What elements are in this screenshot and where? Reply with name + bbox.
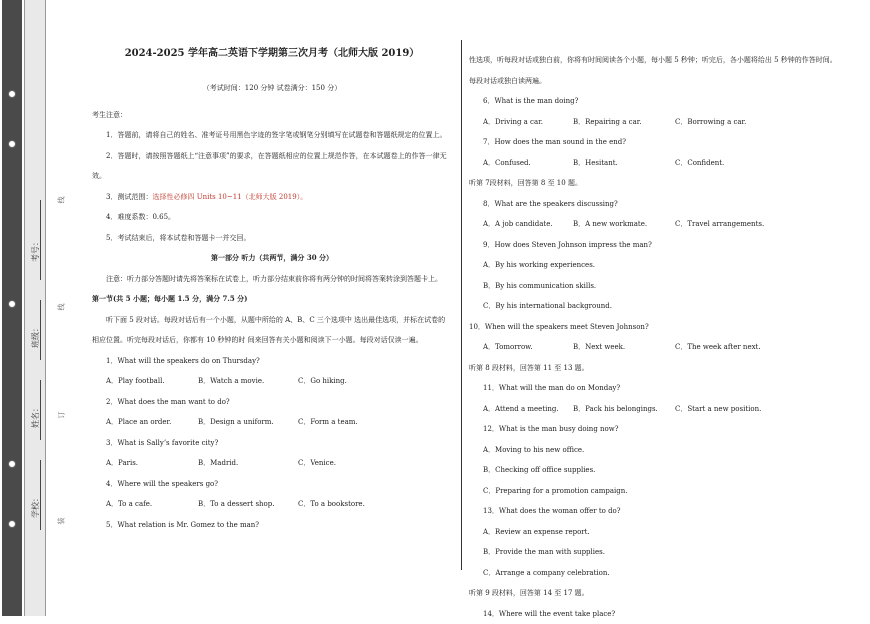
binding-bar-light: [24, 0, 46, 616]
exam-info: （考试时间：120 分钟 试卷满分：150 分）: [92, 78, 452, 99]
notice-heading: 考生注意：: [92, 105, 452, 126]
option: A．Confused.: [483, 153, 573, 174]
question: 11．What will the man do on Monday?: [469, 378, 839, 399]
option: B．Provide the man with supplies.: [469, 542, 839, 563]
question-options: [469, 112, 839, 133]
option: C．By his international background.: [469, 296, 839, 317]
section-heading: 第一节(共 5 小题；每小题 1.5 分，满分 7.5 分): [92, 289, 452, 310]
option: C．Borrowing a car.: [675, 112, 746, 133]
option: C．Travel arrangements.: [675, 214, 764, 235]
option: B．By his communication skills.: [469, 276, 839, 297]
right-column: [469, 50, 839, 624]
question-options: [469, 153, 839, 174]
option: C．Start a new position.: [675, 399, 761, 420]
section-intro-cont: 性选项，听每段对话或独白前，你将有时间阅读各个小题，每小题 5 秒钟；听完后，各小题将给出 5 秒钟的作答时间。每段对话或独白读两遍。: [469, 50, 839, 91]
question: 14．Where will the event take place?: [469, 604, 839, 624]
tick-mark: 装: [57, 518, 67, 525]
binding-hole: [8, 460, 16, 468]
part-intro: 注意：听力部分答题时请先将答案标在试卷上，听力部分结束前你将有两分钟的时间将答案转涂到答题卡上。: [92, 269, 452, 290]
option: B．Next week.: [573, 337, 675, 358]
material-note: 听第 9 段材料，回答第 14 至 17 题。: [469, 583, 839, 604]
notice-item: 2．答题时，请按照答题纸上“注意事项”的要求，在答题纸相应的位置上规范作答，在本试题卷上的作答一律无效。: [92, 146, 452, 187]
option: A．By his working experiences.: [469, 255, 839, 276]
question-options: [92, 371, 452, 392]
column-divider: [461, 40, 462, 570]
question: 5．What relation is Mr. Gomez to the man?: [92, 515, 452, 536]
question-options: [92, 453, 452, 474]
option: A．Play football.: [106, 371, 198, 392]
material-note: 听第 8 段材料，回答第 11 至 13 题。: [469, 358, 839, 379]
label-class: 班级：: [30, 324, 41, 348]
binding-hole: [8, 90, 16, 98]
question: 2．What does the man want to do?: [92, 392, 452, 413]
page-title: 2024-2025 学年高二英语下学期第三次月考（北师大版 2019）: [92, 40, 452, 68]
notice-item: 1．答题前，请将自己的姓名、准考证号用黑色字迹的签字笔或钢笔分别填写在试题卷和答题纸规定的位置上。: [92, 125, 452, 146]
question: 7．How does the man sound in the end?: [469, 132, 839, 153]
option: B．Watch a movie.: [198, 371, 298, 392]
label-exam-no: 考号：: [30, 238, 41, 262]
option: C．Arrange a company celebration.: [469, 563, 839, 584]
option: A．Review an expense report.: [469, 522, 839, 543]
option: C．Venice.: [298, 453, 336, 474]
option: A．Attend a meeting.: [483, 399, 573, 420]
question: 1．What will the speakers do on Thursday?: [92, 351, 452, 372]
test-range: 选择性必修四 Units 10~11（北师大版 2019）。: [152, 193, 307, 201]
question-options: [469, 337, 839, 358]
tick-mark: 订: [57, 412, 67, 419]
question-options: [92, 494, 452, 515]
tick-mark: 线: [57, 197, 67, 204]
binding-hole: [8, 300, 16, 308]
question-options: [469, 214, 839, 235]
option: B．Checking off office supplies.: [469, 460, 839, 481]
question: 3．What is Sally’s favorite city?: [92, 433, 452, 454]
question-options: [469, 399, 839, 420]
material-note: 听第 7段材料，回答第 8 至 10 题。: [469, 173, 839, 194]
option: A．To a cafe.: [106, 494, 198, 515]
option: C．To a bookstore.: [298, 494, 365, 515]
section-intro: 听下面 5 段对话。每段对话后有一个小题，从题中所给的 A、B、C 三个选项中 选出最佳选项，并标在试卷的相应位置。听完每段对话后，你都有 10 秒钟的时 间来回答有关小题和阅读下一小题。每段对话仅读一遍。: [92, 310, 452, 351]
option: A．Place an order.: [106, 412, 198, 433]
option: A．A job candidate.: [483, 214, 573, 235]
question: 6．What is the man doing?: [469, 91, 839, 112]
question: 12．What is the man busy doing now?: [469, 419, 839, 440]
option: B．Pack his belongings.: [573, 399, 675, 420]
option: B．Hesitant.: [573, 153, 675, 174]
option: C．Preparing for a promotion campaign.: [469, 481, 839, 502]
option: B．A new workmate.: [573, 214, 675, 235]
question: 9．How does Steven Johnson impress the man?: [469, 235, 839, 256]
option: C．Confident.: [675, 153, 724, 174]
option: B．Repairing a car.: [573, 112, 675, 133]
option: C．Go hiking.: [298, 371, 347, 392]
question: 4．Where will the speakers go?: [92, 474, 452, 495]
question: 8．What are the speakers discussing?: [469, 194, 839, 215]
option: C．Form a team.: [298, 412, 358, 433]
option: A．Paris.: [106, 453, 198, 474]
notice-item: 5．考试结束后，将本试卷和答题卡一并交回。: [92, 228, 452, 249]
notice-item-label: 3．测试范围：: [106, 193, 152, 201]
label-name: 姓名：: [30, 404, 41, 428]
binding-hole: [8, 520, 16, 528]
question: 10．When will the speakers meet Steven Johnson?: [469, 317, 839, 338]
option: B．Madrid.: [198, 453, 298, 474]
option: A．Driving a car.: [483, 112, 573, 133]
label-school: 学校：: [30, 494, 41, 518]
option: B．To a dessert shop.: [198, 494, 298, 515]
part-heading: 第一部分 听力（共两节，满分 30 分）: [92, 248, 452, 269]
option: B．Design a uniform.: [198, 412, 298, 433]
question-options: [92, 412, 452, 433]
binding-strip: [0, 0, 72, 616]
question: 13．What does the woman offer to do?: [469, 501, 839, 522]
option: C．The week after next.: [675, 337, 761, 358]
left-column: [92, 40, 452, 535]
notice-item: [92, 187, 452, 208]
option: A．Tomorrow.: [483, 337, 573, 358]
notice-item: 4．难度系数：0.65。: [92, 207, 452, 228]
binding-hole: [8, 140, 16, 148]
option: A．Moving to his new office.: [469, 440, 839, 461]
tick-mark: 线: [57, 304, 67, 311]
